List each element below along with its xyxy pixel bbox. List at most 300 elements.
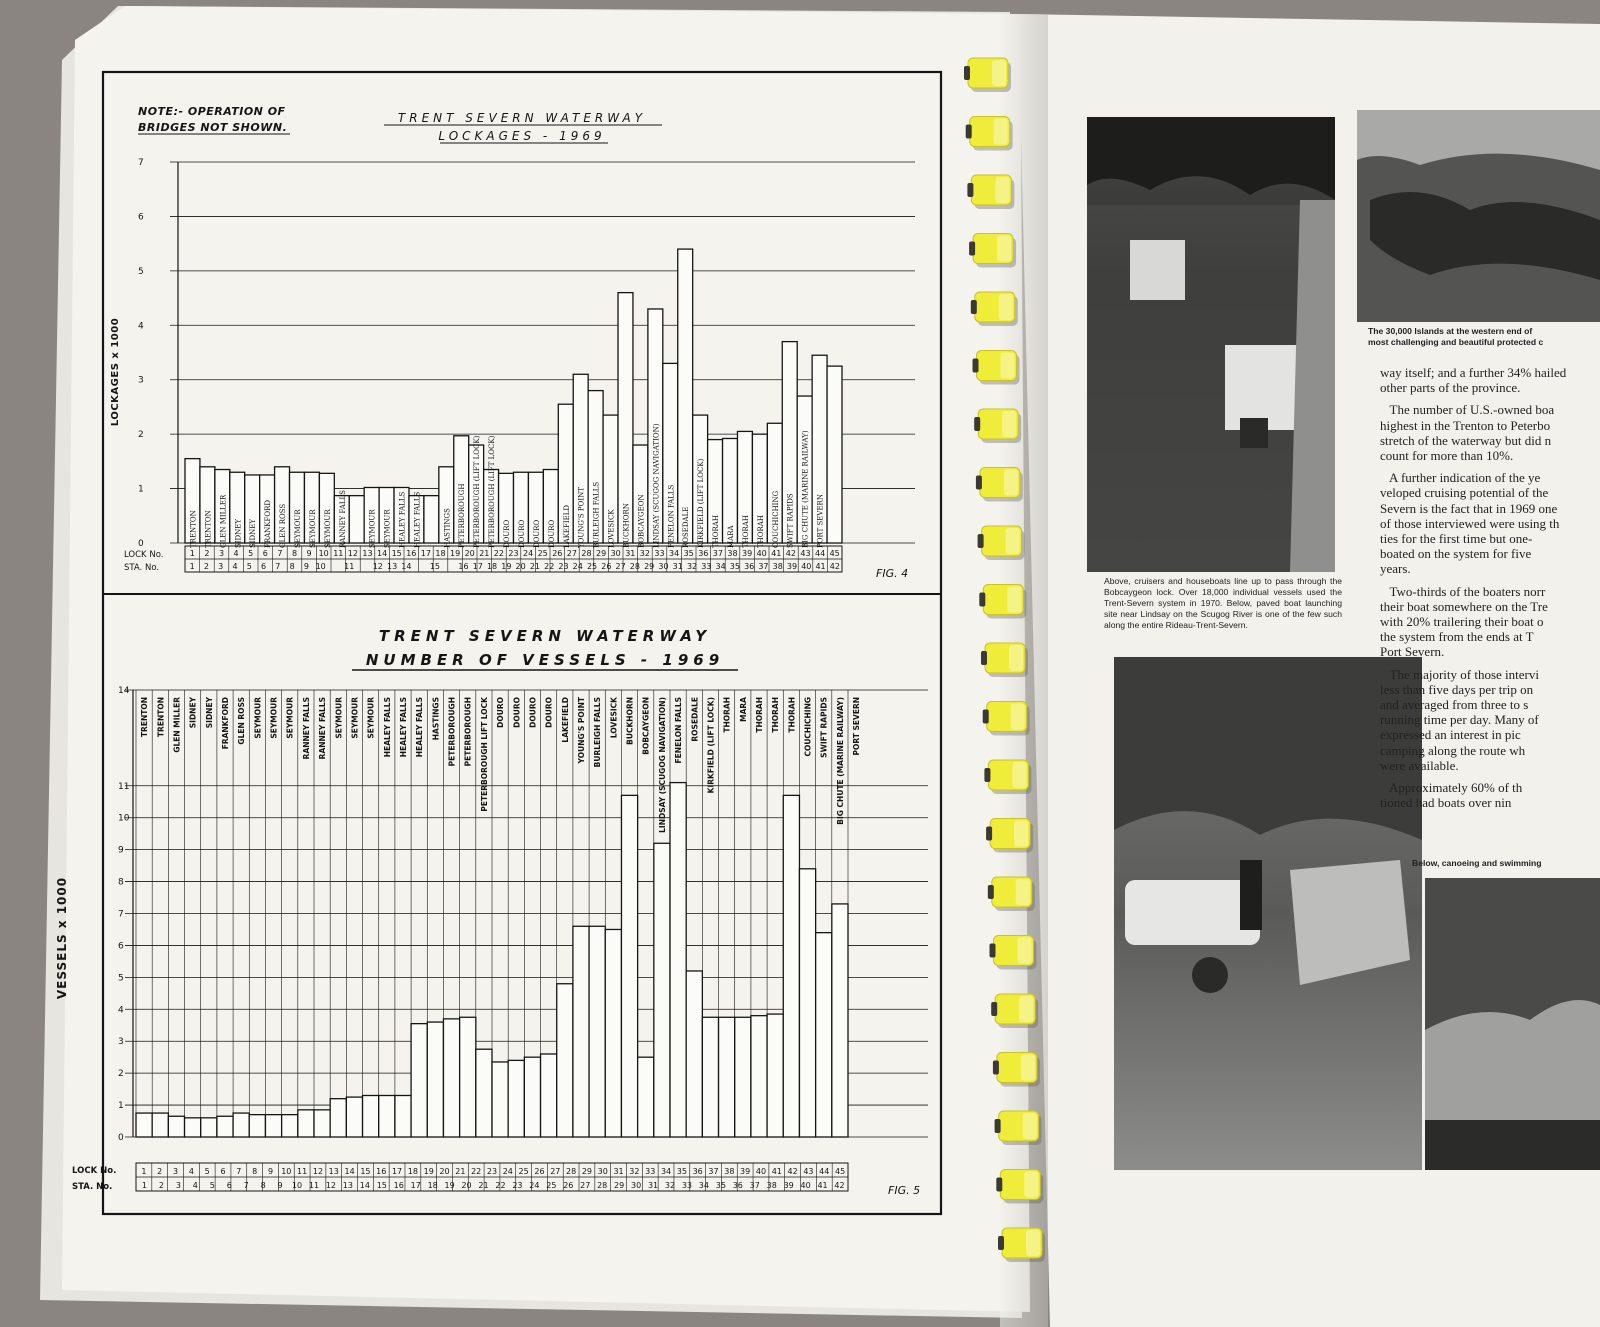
category-label: SIDNEY [234,518,243,548]
binding-ring-highlight [1002,411,1016,437]
lock-number: 32 [639,549,650,558]
photo-thirty-thousand-islands [1357,110,1600,322]
category-label: THORAH [755,697,764,733]
y-tick-label: 9 [118,845,124,856]
binding-ring-highlight [1024,1172,1038,1198]
fig5-title: TRENT SEVERN WATERWAY [378,627,712,645]
binding-hole [995,1119,1001,1133]
station-number: 3 [218,562,224,571]
station-number: 10 [315,562,326,571]
bar [298,1110,314,1137]
bar [816,933,832,1137]
station-number: 24 [529,1181,540,1190]
category-label: DOURO [517,519,526,548]
station-number: 32 [686,562,698,571]
category-label: SEYMOUR [253,697,263,739]
station-number: 11 [344,562,355,571]
bar [832,904,848,1137]
category-label: YOUNG'S POINT [577,487,586,548]
binding-ring-highlight [1018,938,1032,964]
bar [168,1116,184,1137]
binding-hole [967,183,973,197]
station-number: 30 [631,1181,642,1190]
category-label: YOUNG'S POINT [577,697,586,764]
y-tick-label: 2 [138,430,144,441]
category-label: ROSEDALE [682,506,691,548]
lock-number: 8 [291,549,298,558]
binding-ring-highlight [1006,528,1020,554]
station-number: 6 [226,1181,232,1190]
category-label: DOURO [528,697,538,728]
lock-number: 33 [654,549,665,558]
station-number: 34 [715,562,726,571]
lock-number: 6 [220,1167,226,1176]
station-number: 1 [141,1181,148,1190]
lock-number: 20 [439,1167,450,1176]
station-number: 25 [586,562,598,571]
lock-number: 15 [360,1167,371,1176]
lock-number: 13 [362,549,373,558]
lock-number: 45 [829,549,840,558]
category-label: SEYMOUR [350,697,360,739]
category-label: DOURO [544,697,554,728]
category-label: THORAH [722,697,732,733]
lock-number: 29 [581,1167,593,1176]
lock-number: 29 [596,549,607,558]
station-number: 7 [275,562,281,571]
lock-number: 13 [328,1167,339,1176]
y-tick-label: 0 [118,1133,124,1143]
category-label: RANNEY FALLS [338,490,347,548]
y-tick-label: 14 [118,686,130,696]
bar [217,1116,233,1137]
category-label: PETERBOROUGH [463,697,473,767]
binding-ring-highlight [1014,821,1028,847]
lock-number: 20 [464,549,475,558]
lock-number: 31 [613,1167,624,1176]
category-label: PORT SEVERN [852,697,862,756]
body-paragraph: The number of U.S.-owned boa highest in the Trenton to Peterbo stretch of the waterway but did n count for more than 10%. [1380,402,1555,464]
y-tick-label: 7 [118,909,124,920]
category-label: MARA [727,525,736,548]
bar [702,1017,718,1137]
bar [573,926,589,1137]
category-label: DOURO [532,519,541,548]
lock-number: 33 [645,1167,656,1176]
lock-number: 7 [277,549,283,558]
fig5-station-row-label: STA. No. [72,1182,113,1192]
y-tick-label: 8 [118,877,124,888]
binding-hole [974,417,980,431]
binding-ring-highlight [1021,1055,1035,1081]
lock-number: 10 [281,1167,292,1176]
category-label: HEALEY FALLS [415,697,425,758]
station-number: 13 [342,1181,353,1190]
station-number: 19 [501,562,512,571]
binding-hole [969,242,975,256]
station-number: 41 [815,562,826,571]
station-number: 4 [232,562,238,571]
bar [541,1054,557,1137]
lock-number: 28 [566,1167,577,1176]
category-label: SIDNEY [249,518,258,548]
lock-number: 12 [347,549,358,558]
station-number: 8 [260,1181,266,1190]
binding-ring-highlight [995,177,1009,203]
bar [719,1017,735,1137]
bar [349,496,364,543]
category-label: FRANKFORD [221,697,230,750]
binding-hole [971,300,977,314]
category-label: PETERBOROUGH [447,697,457,767]
lock-number: 9 [306,549,312,558]
category-label: KIRKFIELD (LIFT LOCK) [706,697,716,794]
station-number: 31 [647,1181,659,1190]
category-label: LINDSAY (SCUGOG NAVIGATION) [657,697,667,833]
lock-number: 44 [815,549,826,558]
lock-number: 25 [518,1167,529,1176]
binding-hole [964,66,970,80]
category-label: LOVESICK [609,697,619,739]
binding-ring-highlight [1016,879,1030,905]
lock-number: 23 [508,549,519,558]
station-number: 26 [563,1181,574,1190]
lock-number: 2 [157,1167,163,1176]
station-number: 32 [664,1181,676,1190]
station-number: 4 [192,1181,198,1190]
station-number: 21 [478,1181,489,1190]
category-label: THORAH [712,515,721,548]
station-number: 28 [629,562,640,571]
lock-number: 8 [252,1167,258,1176]
bar [827,366,842,543]
y-tick-label: 0 [138,539,144,549]
lock-number: 39 [740,1167,751,1176]
station-number: 41 [817,1181,828,1190]
lock-number: 21 [479,549,490,558]
bar [249,1115,265,1137]
bar [751,1016,767,1137]
bar [379,1095,395,1137]
station-number: 36 [732,1181,743,1190]
lock-number: 5 [248,549,254,558]
station-number: 38 [772,562,783,571]
body-paragraph: way itself; and a further 34% hailed other parts of the province. [1380,365,1567,396]
station-number: 2 [203,562,209,571]
category-label: SWIFT RAPIDS [819,697,829,758]
caption-thirty-thousand-islands: The 30,000 Islands at the western end of most challenging and beautiful protected c [1368,326,1544,347]
binding-hole [983,710,989,724]
binding-ring-highlight [1004,470,1018,496]
binding-hole [996,1178,1002,1192]
bar [265,1115,281,1137]
binding-hole [966,125,972,139]
fig5-subtitle: NUMBER OF VESSELS - 1969 [365,651,725,669]
station-number: 27 [580,1181,591,1190]
bar [460,1017,476,1137]
bar [799,869,815,1137]
category-label: RANNEY FALLS [318,697,328,760]
binding-hole [991,1002,997,1016]
category-label: THORAH [787,697,797,733]
station-number: 19 [444,1181,455,1190]
category-label: LOVESICK [607,509,616,548]
station-number: 15 [376,1181,387,1190]
binding-hole [973,359,979,373]
binding-ring-highlight [1023,1113,1037,1139]
category-label: FENELON FALLS [674,697,684,764]
fig4-title: TRENT SEVERN WATERWAY [397,111,647,125]
category-label: GLEN MILLER [219,494,228,548]
bar [678,249,693,543]
lock-number: 26 [552,549,563,558]
category-label: FENELON FALLS [667,484,676,548]
bar [443,1019,459,1137]
station-number: 10 [291,1181,303,1190]
station-number: 6 [261,562,267,571]
fig4-lock-row-label: LOCK No. [124,550,164,560]
station-number: 7 [243,1181,249,1190]
station-number: 17 [410,1181,421,1190]
lock-number: 23 [486,1167,498,1176]
category-label: DOURO [496,697,506,728]
y-tick-label: 3 [118,1037,124,1048]
category-label: PETERBOROUGH (LIFT LOCK) [473,435,482,548]
lock-number: 16 [406,549,417,558]
binding-ring-highlight [1019,996,1033,1022]
category-label: BURLEIGH FALLS [592,481,601,548]
category-label: LAKEFIELD [562,504,571,548]
lock-number: 34 [660,1167,672,1176]
bar [346,1097,362,1137]
category-label: RANNEY FALLS [301,697,311,760]
y-tick-label: 11 [118,781,130,792]
category-label: TRENTON [140,697,150,738]
category-label: GLEN MILLER [172,697,182,753]
lock-number: 24 [523,549,534,558]
y-tick-label: 6 [118,941,124,952]
fig4-subtitle: LOCKAGES - 1969 [438,129,606,143]
binding-hole [984,768,990,782]
station-number: 16 [393,1181,404,1190]
lock-number: 32 [629,1167,640,1176]
binding-ring-highlight [1001,353,1015,379]
category-label: THORAH [771,697,781,733]
lock-number: 35 [683,549,694,558]
lock-number: 41 [771,1167,782,1176]
station-number: 40 [801,562,812,571]
station-number: 24 [572,562,583,571]
lock-number: 40 [756,549,767,558]
lock-number: 31 [625,549,636,558]
station-number: 25 [546,1181,557,1190]
bar [233,1113,249,1137]
y-tick-label: 2 [118,1069,124,1080]
binding-hole [990,944,996,958]
category-label: GLEN ROSS [279,503,288,548]
binding-ring-highlight [994,119,1008,145]
lock-number: 19 [423,1167,434,1176]
lock-number: 38 [724,1167,735,1176]
note-line-1: NOTE:- OPERATION OF [138,105,286,118]
station-number: 16 [458,562,469,571]
station-number: 5 [209,1181,215,1190]
category-label: SEYMOUR [285,697,295,739]
station-number: 12 [325,1181,337,1190]
category-label: PORT SEVERN [816,494,825,548]
station-number: 1 [189,562,195,571]
lock-number: 37 [708,1167,719,1176]
category-label: HEALEY FALLS [413,491,422,548]
bar [363,1095,379,1137]
lock-number: 18 [407,1167,418,1176]
bar [735,1017,751,1137]
body-paragraph: Two-thirds of the boaters norr their boat somewhere on the Tre with 20% trailering their boat o the system from the ends at T Port Severn. [1380,583,1548,660]
photo-boat-launching-site [1114,657,1422,1170]
category-label: SEYMOUR [334,697,344,739]
station-number: 23 [558,562,569,571]
bar [427,1022,443,1137]
station-number: 12 [372,562,383,571]
lock-number: 41 [771,549,782,558]
binding-ring-highlight [997,236,1011,262]
lock-number: 11 [297,1167,308,1176]
category-label: SIDNEY [204,697,214,729]
bar [492,1062,508,1137]
bar [201,1118,217,1137]
lock-number: 24 [502,1167,513,1176]
station-number: 3 [175,1181,181,1190]
lock-number: 36 [698,549,709,558]
fig5-lock-row-label: LOCK No. [72,1166,117,1176]
bar [424,496,439,543]
station-number: 13 [387,562,398,571]
station-number: 42 [834,1181,845,1190]
station-number: 18 [486,562,498,571]
fig4-label: FIG. 4 [876,567,909,580]
category-label: SEYMOUR [383,509,392,548]
lock-number: 4 [233,549,239,558]
bar [508,1060,524,1137]
lock-number: 38 [727,549,738,558]
fig4-station-row-label: STA. No. [124,563,160,573]
lock-number: 42 [785,549,796,558]
bar [670,783,686,1137]
binding-ring-highlight [1007,587,1021,613]
note-line-2: BRIDGES NOT SHOWN. [138,121,288,134]
bar [524,1057,540,1137]
lock-number: 30 [610,549,621,558]
station-number: 40 [800,1181,811,1190]
lock-number: 21 [455,1167,466,1176]
category-label: HEALEY FALLS [398,491,407,548]
y-tick-label: 5 [138,266,144,277]
category-label: SIDNEY [188,697,198,729]
category-label: BUCKHORN [625,697,635,745]
lock-number: 9 [267,1167,274,1176]
lock-number: 39 [742,549,753,558]
body-paragraph: A further indication of the ye veloped cruising potential of the Severn is the fact that in 1969 one of those interviewed were using th ties for the first time but one- boated on the system for five years. [1380,470,1560,577]
lock-number: 18 [435,549,446,558]
bar [783,795,799,1137]
station-number: 2 [158,1181,164,1190]
binding-hole [998,1236,1004,1250]
bar [282,1115,298,1137]
lock-number: 12 [312,1167,324,1176]
station-number: 22 [495,1181,506,1190]
lock-number: 22 [493,549,504,558]
station-number: 29 [644,562,655,571]
category-label: SEYMOUR [368,509,377,548]
station-number: 29 [614,1181,625,1190]
bar [621,795,637,1137]
station-number: 30 [658,562,669,571]
lock-number: 2 [204,549,210,558]
station-number: 22 [544,562,555,571]
y-tick-label: 7 [138,158,144,168]
category-label: FRANKFORD [264,499,273,548]
bar [476,1049,492,1137]
station-number: 36 [744,562,755,571]
station-number: 9 [303,562,309,571]
category-label: SEYMOUR [269,697,279,739]
right-page-body-text [1380,365,1585,811]
binding-hole [976,476,982,490]
lock-number: 16 [376,1167,387,1176]
caption-canoeing: Below, canoeing and swimming [1412,858,1542,868]
category-label: PETERBOROUGH LIFT LOCK [479,697,489,812]
lock-number: 3 [218,549,225,558]
binding-ring-highlight [1026,1230,1040,1256]
lock-number: 27 [550,1167,561,1176]
y-tick-label: 10 [118,813,130,824]
lock-number: 27 [566,549,577,558]
lock-number: 40 [755,1167,767,1176]
category-label: HASTINGS [431,697,441,741]
station-number: 20 [515,562,526,571]
station-number: 20 [461,1181,472,1190]
category-label: TRENTON [156,697,166,738]
lock-number: 17 [391,1167,403,1176]
lock-number: 26 [534,1167,545,1176]
station-number: 21 [529,562,541,571]
lock-number: 22 [471,1167,482,1176]
binding-hole [978,534,984,548]
lock-number: 35 [676,1167,687,1176]
category-label: SEYMOUR [366,697,376,739]
category-label: PETERBOROUGH (LIFT LOCK) [488,435,497,548]
bar [411,1024,427,1137]
station-number: 37 [749,1181,760,1190]
lock-number: 17 [420,549,431,558]
bar [136,1113,152,1137]
bar [589,926,605,1137]
station-number: 8 [289,562,295,571]
category-label: HEALEY FALLS [382,697,392,758]
photo-bobcaygeon-lock [1087,117,1335,572]
body-paragraph: The majority of those intervi less than five days per trip on and averaged from three to s running time per day. Many of expressed an interest in pic camping along the route wh were available. [1380,666,1539,773]
bar [557,984,573,1137]
lock-number: 19 [450,549,461,558]
y-tick-label: 4 [118,1005,124,1016]
bar [605,929,621,1137]
lock-number: 25 [537,549,548,558]
category-label: SEYMOUR [308,509,317,548]
binding-hole [988,885,994,899]
category-label: ROSEDALE [690,697,700,742]
category-label: COUCHICHING [771,490,780,548]
station-number: 37 [758,562,769,571]
